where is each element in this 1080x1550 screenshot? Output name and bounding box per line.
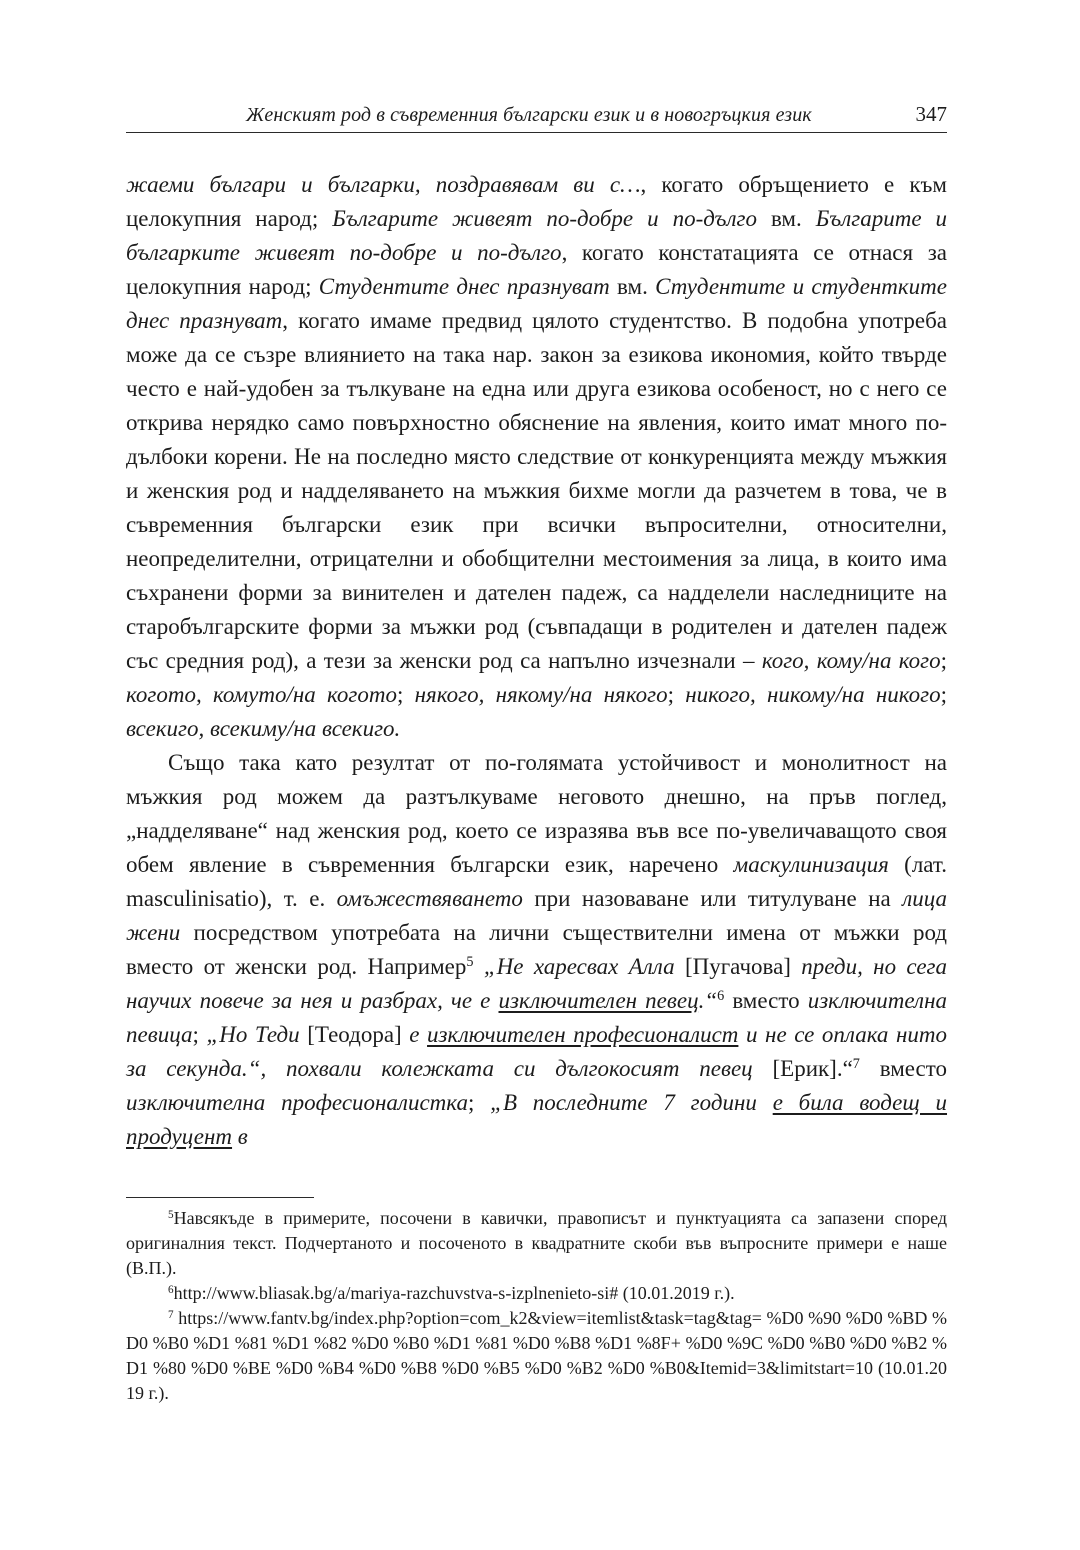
text-run: , когато констатацията се отнася за целокупния народ; xyxy=(126,240,947,299)
footnote-reference: 7 xyxy=(852,1056,860,1073)
text-run: [Ерик].“ xyxy=(752,1056,853,1081)
body-text xyxy=(126,168,947,1154)
underlined-example: изключителен професионалист xyxy=(427,1022,739,1047)
italic-example: кого, кому/на кого xyxy=(761,648,941,673)
footnote-reference: 6 xyxy=(717,988,725,1005)
italic-example: Българите и българките живеят по-добре и по-дълго xyxy=(126,206,947,265)
text-run: ; xyxy=(940,648,948,673)
italic-example: всекиго, всекиму/на всекиго. xyxy=(126,716,401,741)
footnote-text: Навсякъде в примерите, посочени в кавички, правописът и пунктуацията са запазени според оригиналния текст. Подчертаното и посоченото в квадратните скоби във въпросните примери е наше (В.П.). xyxy=(126,1208,947,1278)
italic-example: в xyxy=(232,1124,248,1149)
italic-example: .“ xyxy=(698,988,718,1013)
underlined-example: изключителен певец xyxy=(498,988,699,1013)
underlined-example: е била водещ и продуцент xyxy=(126,1090,948,1149)
running-title: Женският род в съвременния български език и в новогръцкия език xyxy=(246,104,812,126)
italic-example: „Не харесвах Алла xyxy=(483,954,675,979)
footnote-text: https://www.fantv.bg/index.php?option=com_k2&view=itemlist&task=tag&tag= %D0 %90 %D0 %BD %D0 %B0 %D1 %81 %D1 %82 %D0 %B0 %D1 %81 %D0 %B8 %D1 %8F+ %D0 %9C %D0 %B0 %D0 %B2 %D1 %80 %D0 %BE %D0 %B4 %D0 %B8 %D0 %B5 %D0 %B2 %D0 %B0&Itemid=3&limitstart=10 (10.01.2019 г.). xyxy=(126,1308,947,1403)
footnote-reference: 5 xyxy=(466,954,474,971)
italic-example: изключителна професионалистка xyxy=(126,1090,468,1115)
page-number: 347 xyxy=(915,102,947,126)
text-run: вм. xyxy=(609,274,656,299)
text-run: вм. xyxy=(757,206,816,231)
italic-example: „Но Теди xyxy=(206,1022,300,1047)
italic-example: Студентите днес празнуват xyxy=(318,274,610,299)
footnotes xyxy=(126,1206,947,1406)
italic-example: „В последните 7 години xyxy=(490,1090,773,1115)
italic-example: когото, комуто/на когото xyxy=(126,682,397,707)
text-run: ; xyxy=(467,1090,491,1115)
italic-example: преди, но сега научих повече за нея и разбрах, че е xyxy=(126,954,948,1013)
italic-example: някого, някому/на някого xyxy=(414,682,668,707)
text-run: Също така като резултат от по-голямата устойчивост и монолитност на мъжкия род можем да разтълкуваме неговото днешно, на пръв поглед, „надделяване“ над женския род, което се изразява във все по-увеличаващото своя обем явление в съвременния български език, наречено xyxy=(126,750,947,877)
italic-example: и не се оплака нито за секунда.“, похвали колежката си дългокосият певец xyxy=(126,1022,948,1081)
text-run: вместо xyxy=(859,1056,947,1081)
italic-example: маскулинизация xyxy=(733,852,889,877)
text-run: ; xyxy=(192,1022,207,1047)
italic-example: никого, никому/на никого xyxy=(685,682,941,707)
footnote xyxy=(126,1306,947,1406)
text-run: , когато имаме предвид цялото студентство. В подобна употреба може да се съзре влиянието на така нар. закон за езикова икономия, който твърде често е най-удобен за тълкуване на една или друга езикова особеност, но с него се открива нерядко само повърхностно обяснение на явления, които имат много по-дълбоки корени. Не на последно място следствие от конкуренцията между мъжкия и женския род и надделяването на мъжкия бихме могли да разчетем в това, че в съвременния български език при всички въпросителни, относителни, неопределителни, отрицателни и обобщителни местоимения за лица, в които има съхранени форми за винителен и дателен падеж, са надделели наследниците на старобългарските форми за мъжки род (съвпадащи в родителен и дателен падеж със средния род), а тези за женски род са напълно изчезнали – xyxy=(126,308,947,673)
footnote-mark: 6 xyxy=(168,1283,174,1296)
italic-example: жаеми българи и българки, поздравявам ви с… xyxy=(126,172,641,197)
paragraph xyxy=(126,746,947,1154)
italic-example: изключителна певица xyxy=(126,988,947,1047)
text-run: вместо xyxy=(724,988,808,1013)
paragraph xyxy=(126,168,947,746)
text-run: посредством употребата на лични съществителни имена от мъжки род вместо от женски род. Например xyxy=(126,920,947,979)
text-run: (лат. masculinisatio), т. е. xyxy=(126,852,947,911)
text-run: [Теодора] xyxy=(299,1022,410,1047)
text-run: ; xyxy=(940,682,947,707)
text-run: ; xyxy=(667,682,686,707)
text-run: [Пугачова] xyxy=(674,954,802,979)
italic-example: е xyxy=(409,1022,428,1047)
text-run: , когато обръщението е към целокупния народ; xyxy=(126,172,947,231)
footnote-mark: 5 xyxy=(168,1208,174,1221)
footnote-text: http://www.bliasak.bg/a/mariya-razchuvstva-s-izplnenieto-si# (10.01.2019 г.). xyxy=(173,1283,735,1303)
footnote xyxy=(126,1206,947,1281)
italic-example: омъжествяването xyxy=(336,886,523,911)
italic-example: лица жени xyxy=(126,886,947,945)
italic-example: Българите живеят по-добре и по-дълго xyxy=(332,206,757,231)
italic-example: Студентите и студентките днес празнуват xyxy=(126,274,947,333)
text-run: при назоваване или титулуване на xyxy=(522,886,903,911)
footnote-divider xyxy=(126,1197,314,1198)
text-run xyxy=(474,954,484,979)
text-run: ; xyxy=(396,682,415,707)
footnote-mark: 7 xyxy=(168,1308,174,1321)
footnote xyxy=(126,1281,947,1306)
running-header xyxy=(126,100,947,133)
